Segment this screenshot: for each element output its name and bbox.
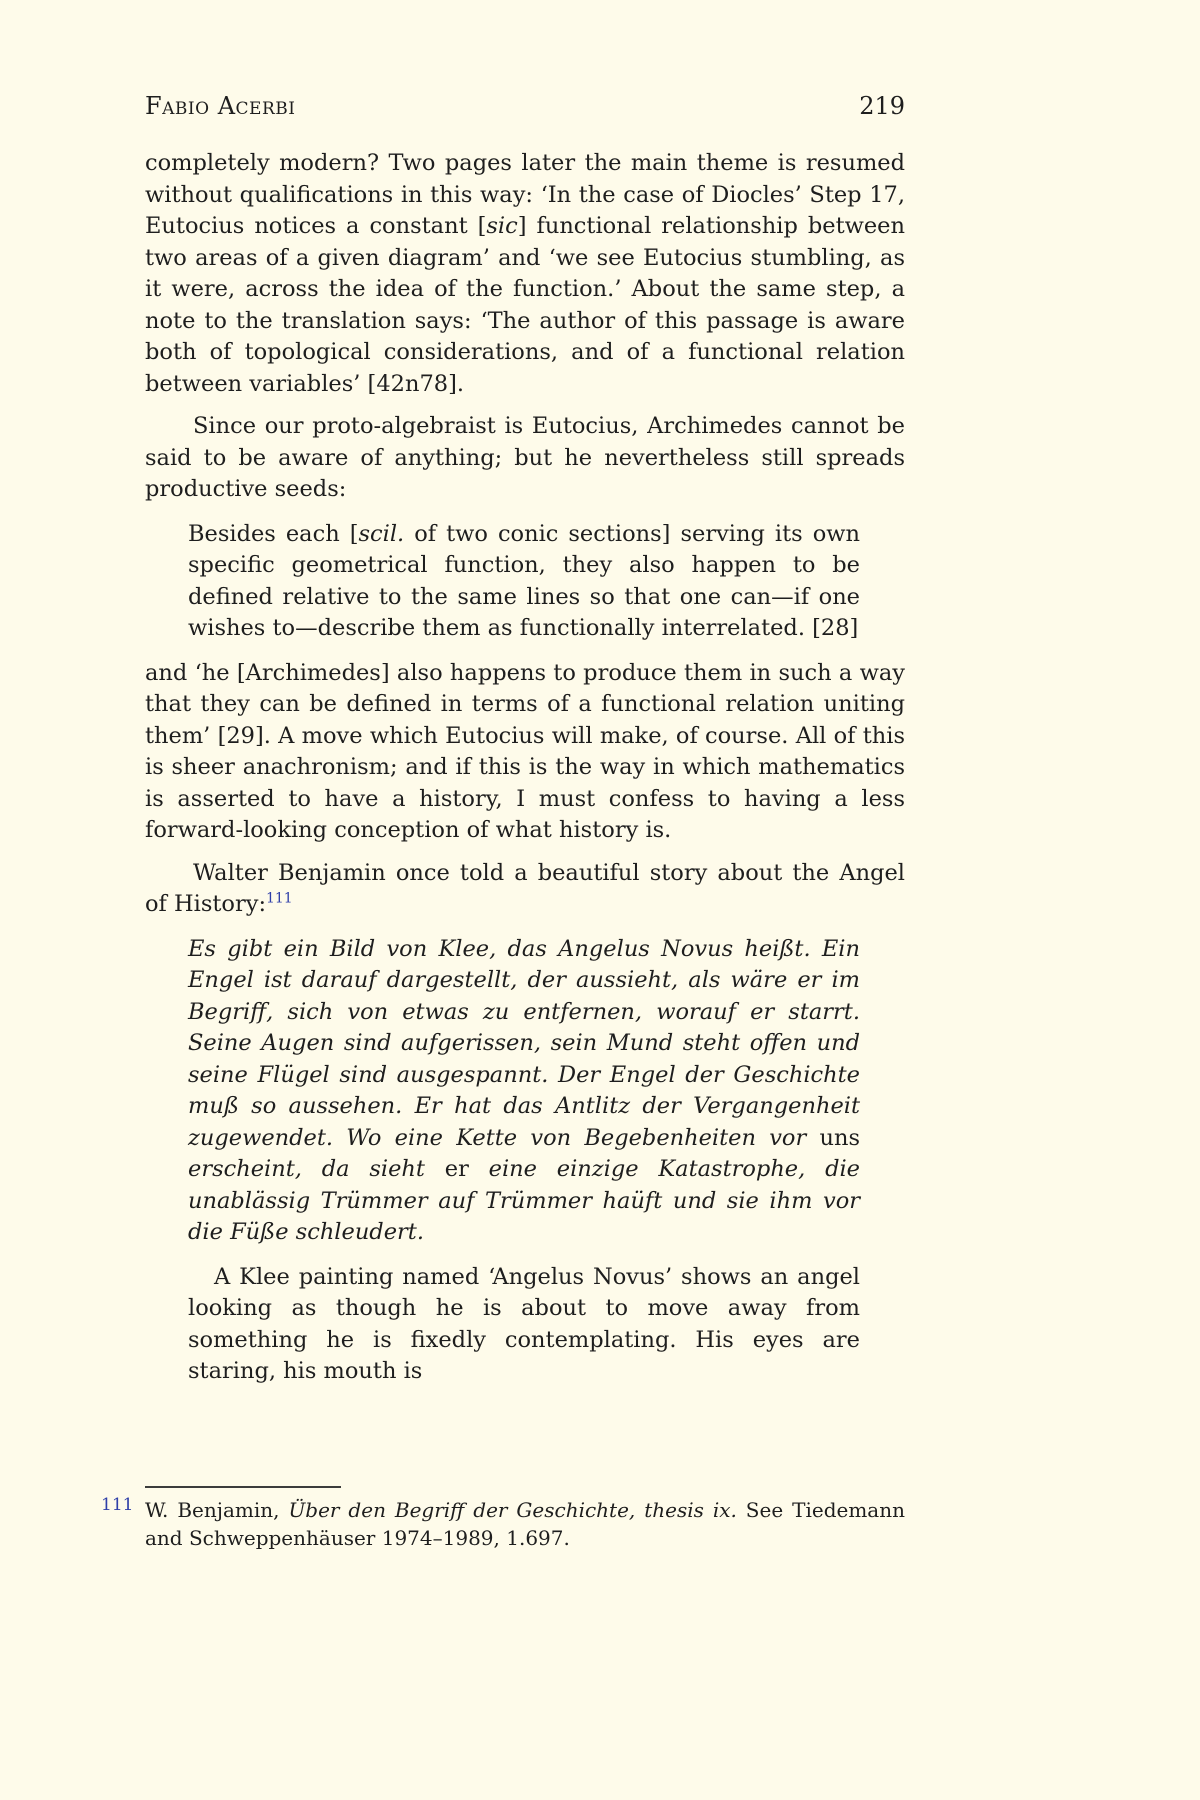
footnote-111 xyxy=(101,1495,905,1552)
blockquote-conic-sections xyxy=(188,519,860,645)
blockquote-german-benjamin-text xyxy=(188,934,860,1249)
footnote-area xyxy=(101,1486,905,1552)
text-run: Es gibt ein Bild von Klee, das Angelus Novus heißt. Ein Engel ist darauf dargestellt, der aussieht, als wäre er im Begriff, sich von etwas zu entfernen, worauf er starrt. Seine Augen sind aufgerissen, sein Mund steht offen und seine Flügel sind ausgespannt. Der Engel der Geschichte muß so aussehen. Er hat das Antlitz der Vergangenheit zugewendet. Wo eine Kette von Begebenheiten vor xyxy=(188,935,860,1151)
text-run: uns xyxy=(819,1124,860,1151)
footnote-rule xyxy=(145,1486,341,1488)
text-run: ] functional relationship between two areas of a given diagram’ and ‘we see Eutocius stumbling, as it were, across the idea of the function.’ About the same step, a note to the translation says: ‘The author of this passage is aware both of topological considerations, and of a functional relation between variables’ [42n78]. xyxy=(145,213,905,397)
main-text xyxy=(145,148,905,1388)
page-number: 219 xyxy=(859,92,905,120)
blockquote-german-benjamin xyxy=(188,934,860,1249)
blockquote-english-translation-text xyxy=(188,1262,860,1388)
footnote-text xyxy=(145,1497,905,1552)
text-run: of two conic sections] serving its own specific geometrical function, they also happen to be defined relative to the same lines so that one can—if one wishes to—describe them as functionally interrelated. [28] xyxy=(188,520,860,641)
footnote-marker[interactable]: 111 xyxy=(101,1495,134,1515)
text-run: Walter Benjamin once told a beautiful story about the Angel of History: xyxy=(145,859,905,917)
paragraph-walter-benjamin xyxy=(145,858,905,921)
text-run: and ‘he [Archimedes] also happens to produce them in such a way that they can be defined in terms of a functional relation uniting them’ [29]. A move which Eutocius will make, of course. All of this is sheer anachronism; and if this is the way in which mathematics is asserted to have a history, I must confess to having a less forward-looking conception of what history is. xyxy=(145,659,905,843)
text-run: completely modern? Two pages later the main theme is resumed without qualifications in this way: ‘In the case of Diocles’ Step 17, Eutocius notices a constant [ xyxy=(145,150,905,239)
text-run: erscheint, da sieht xyxy=(188,1156,445,1182)
text-run: Besides each [ xyxy=(188,520,359,547)
footnote-ref-111[interactable]: 111 xyxy=(266,890,293,907)
paragraph-proto-algebraist xyxy=(145,411,905,506)
paragraph-archimedes xyxy=(145,658,905,847)
text-run: See Tiedemann and Schweppenhäuser 1974–1989, 1.697. xyxy=(145,1498,905,1550)
running-head-author: Fabio Acerbi xyxy=(145,92,296,120)
paragraph-completely-modern xyxy=(145,148,905,400)
text-run: W. Benjamin, xyxy=(145,1498,289,1522)
text-run: Über den Begriff der Geschichte, thesis ix. xyxy=(288,1498,737,1522)
text-run: A Klee painting named ‘Angelus Novus’ shows an angel looking as though he is about to move away from something he is fixedly contemplating. His eyes are staring, his mouth is xyxy=(188,1263,860,1384)
text-run: scil. xyxy=(358,520,405,547)
text-run: er xyxy=(444,1156,469,1182)
blockquote-conic-sections-text xyxy=(188,519,860,645)
blockquote-english-translation xyxy=(188,1262,860,1388)
running-head xyxy=(145,92,905,120)
text-run: eine einzige Katastrophe, die unablässig Trümmer auf Trümmer haüft und sie ihm vor die Füße schleudert. xyxy=(188,1156,860,1245)
text-run: Since our proto-algebraist is Eutocius, Archimedes cannot be said to be aware of anything; but he nevertheless still spreads productive seeds: xyxy=(145,413,905,502)
text-run: sic xyxy=(486,213,518,239)
